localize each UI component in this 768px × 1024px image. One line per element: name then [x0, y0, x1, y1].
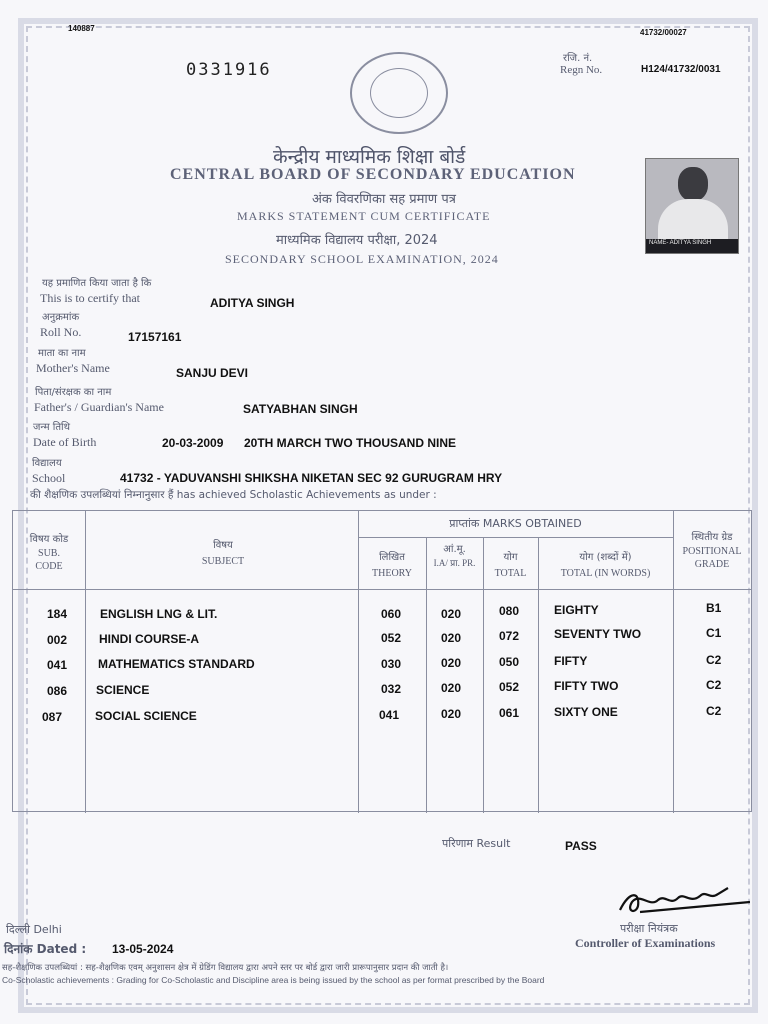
row-words: FIFTY: [554, 654, 588, 668]
father-label: Father's / Guardian's Name: [34, 400, 164, 414]
row-total: 061: [499, 706, 520, 720]
mother-label-hi: माता का नाम: [38, 348, 86, 359]
left-serial: 140887: [68, 24, 95, 33]
mother-label: Mother's Name: [36, 361, 110, 375]
row-ia: 020: [441, 656, 462, 670]
signature-icon: [610, 880, 750, 920]
row-words: EIGHTY: [554, 603, 599, 617]
photo-caption: NAME- ADITYA SINGH: [646, 239, 739, 253]
row-code: 086: [47, 684, 68, 698]
th-theory: THEORY: [372, 568, 412, 579]
row-code: 002: [47, 633, 68, 647]
row-total: 080: [499, 604, 520, 618]
th-code: SUB. CODE: [35, 548, 63, 572]
roll-number: 17157161: [128, 330, 182, 344]
th-marks-obtained: प्राप्तांक MARKS OBTAINED: [449, 517, 582, 530]
row-theory: 052: [381, 631, 402, 645]
exam-title: SECONDARY SCHOOL EXAMINATION, 2024: [225, 252, 499, 266]
board-title: CENTRAL BOARD OF SECONDARY EDUCATION: [170, 166, 576, 183]
row-ia: 020: [441, 607, 462, 621]
row-code: 087: [42, 710, 63, 724]
certify-label: This is to certify that: [40, 291, 140, 305]
issue-date: 13-05-2024: [112, 942, 174, 956]
dob-label: Date of Birth: [33, 435, 97, 449]
regn-label: Regn No.: [560, 64, 603, 76]
row-theory: 060: [381, 607, 402, 621]
candidate-photo: [645, 158, 739, 254]
cert-title-hi: अंक विवरणिका सह प्रमाण पत्र: [312, 192, 456, 207]
school-label-hi: विद्यालय: [32, 458, 62, 469]
row-subject: ENGLISH LNG & LIT.: [100, 607, 218, 621]
board-title-hi: केन्द्रीय माध्यमिक शिक्षा बोर्ड: [273, 146, 466, 168]
regn-label-hi: रजि. नं.: [563, 53, 593, 64]
school-label: School: [32, 471, 66, 485]
row-grade: B1: [706, 601, 722, 615]
row-theory: 041: [379, 708, 400, 722]
achievements-label: की शैक्षणिक उपलब्धियां निम्नानुसार हैं has achieved Scholastic Achievements as under :: [30, 489, 437, 501]
right-serial: 41732/00027: [640, 28, 687, 37]
row-subject: MATHEMATICS STANDARD: [98, 657, 255, 671]
row-ia: 020: [441, 707, 462, 721]
dob-value: 20-03-2009: [162, 436, 224, 450]
row-words: SEVENTY TWO: [554, 627, 642, 641]
row-total: 050: [499, 655, 520, 669]
controller-label-hi: परीक्षा नियंत्रक: [620, 922, 678, 935]
exam-title-hi: माध्यमिक विद्यालय परीक्षा, 2024: [276, 233, 438, 248]
row-ia: 020: [441, 681, 462, 695]
th-ia: I.A/ प्रा. PR.: [433, 558, 476, 568]
th-subject-hi: विषय: [213, 540, 233, 551]
controller-label: Controller of Examinations: [575, 936, 716, 950]
th-grade: POSITIONAL GRADE: [682, 546, 742, 570]
row-grade: C2: [706, 704, 722, 718]
th-words-hi: योग (शब्दों में): [579, 552, 632, 563]
th-ia-hi: आं.मू.: [443, 544, 466, 555]
school-name: 41732 - YADUVANSHI SHIKSHA NIKETAN SEC 92 GURUGRAM HRY: [120, 471, 503, 485]
row-code: 041: [47, 658, 68, 672]
dated-label: दिनांक Dated :: [4, 942, 87, 956]
footnote: Co-Scholastic achievements : Grading for Co-Scholastic and Discipline area is being issued by the school as per format prescribed by the Board: [2, 975, 545, 985]
th-words: TOTAL (IN WORDS): [560, 568, 651, 579]
footnote-hi: सह-शैक्षणिक उपलब्धियां : सह-शैक्षणिक एवम् अनुशासन क्षेत्र में ग्रेडिंग विद्यालय द्वारा अपने स्तर पर बोर्ड द्वारा जारी प्रारूपानुसार प्रदान की जाती है।: [2, 963, 449, 973]
result-label: परिणाम Result: [442, 837, 511, 850]
candidate-name: ADITYA SINGH: [210, 296, 295, 310]
roll-label: Roll No.: [40, 325, 82, 339]
mother-name: SANJU DEVI: [176, 366, 249, 380]
certify-label-hi: यह प्रमाणित किया जाता है कि: [42, 278, 152, 289]
row-words: SIXTY ONE: [554, 705, 618, 719]
roll-label-hi: अनुक्रमांक: [42, 312, 80, 323]
row-grade: C2: [706, 653, 722, 667]
dob-label-hi: जन्म तिथि: [33, 422, 71, 433]
row-grade: C1: [706, 626, 722, 640]
row-subject: HINDI COURSE-A: [99, 632, 200, 646]
marks-table: [12, 510, 752, 812]
place-label: दिल्ली Delhi: [6, 923, 62, 936]
certificate-number: 0331916: [186, 60, 272, 80]
row-theory: 030: [381, 657, 402, 671]
father-name: SATYABHAN SINGH: [243, 402, 358, 416]
th-total-hi: योग: [503, 552, 518, 563]
row-subject: SCIENCE: [96, 683, 150, 697]
row-grade: C2: [706, 678, 722, 692]
result-value: PASS: [565, 839, 597, 853]
th-total: TOTAL: [494, 568, 527, 579]
dob-words: 20TH MARCH TWO THOUSAND NINE: [244, 436, 456, 450]
th-code-hi: विषय कोड: [29, 534, 69, 545]
father-label-hi: पिता/संरक्षक का नाम: [35, 387, 112, 398]
row-words: FIFTY TWO: [554, 679, 619, 693]
th-grade-hi: स्थितीय ग्रेड: [691, 532, 733, 543]
board-seal-icon: [350, 52, 448, 134]
row-subject: SOCIAL SCIENCE: [95, 709, 197, 723]
row-code: 184: [47, 607, 68, 621]
cert-title: MARKS STATEMENT CUM CERTIFICATE: [237, 209, 491, 223]
row-total: 052: [499, 680, 520, 694]
row-ia: 020: [441, 631, 462, 645]
th-subject: SUBJECT: [201, 556, 245, 567]
regn-number: H124/41732/0031: [641, 64, 721, 75]
th-theory-hi: लिखित: [379, 552, 405, 563]
row-theory: 032: [381, 682, 402, 696]
row-total: 072: [499, 629, 520, 643]
